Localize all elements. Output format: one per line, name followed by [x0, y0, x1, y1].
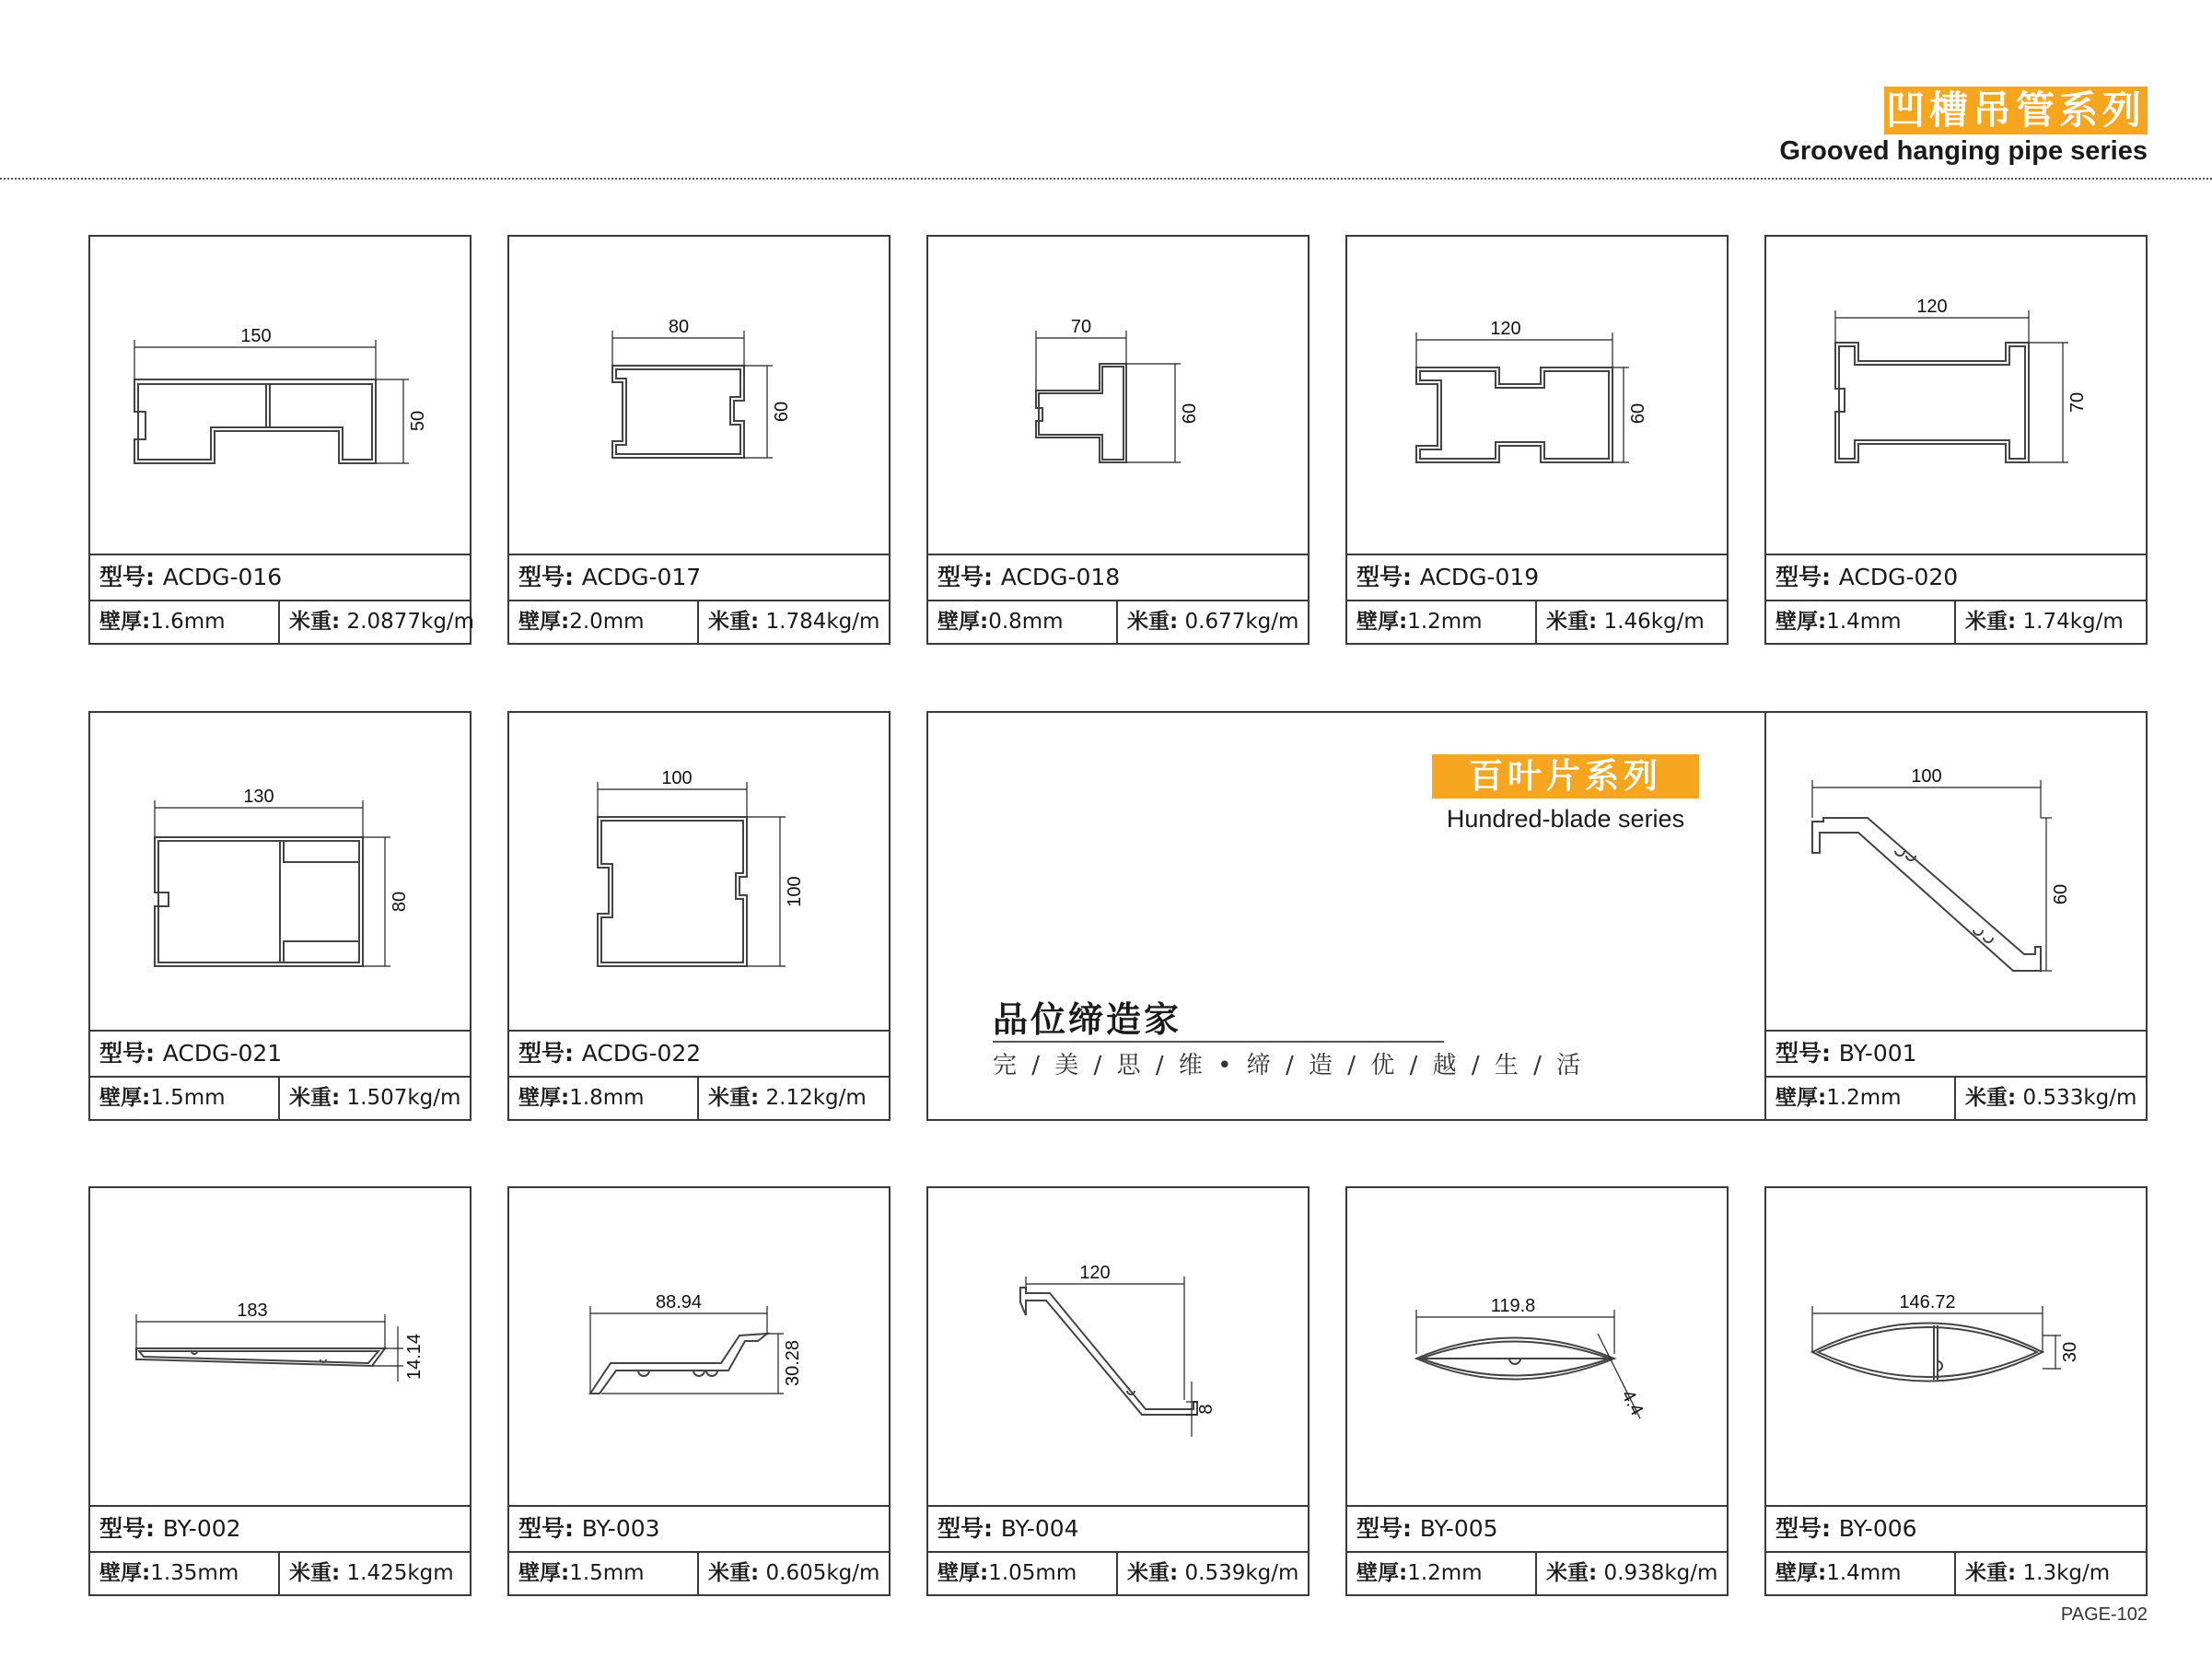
model-row: 型号: ACDG-020	[1766, 554, 2146, 600]
product-card	[88, 235, 475, 645]
header-divider	[0, 178, 2212, 180]
width-dimension: 70	[1070, 317, 1092, 337]
product-card	[88, 1186, 472, 1596]
model-row: 型号: ACDG-016	[90, 554, 470, 600]
series-title-badge: 凹槽吊管系列	[1885, 87, 2146, 133]
spec-row: 壁厚:1.6mm 米重: 2.0877kg/m	[90, 600, 470, 643]
profile-drawing	[928, 237, 1308, 554]
height-dimension: 70	[2067, 391, 2088, 414]
width-dimension: 150	[240, 326, 272, 346]
thickness-label: 壁厚	[518, 610, 561, 634]
thickness-label: 壁厚	[99, 610, 142, 634]
weight-value: 0.533kg/m	[2022, 1086, 2137, 1110]
profile-drawing	[90, 1188, 470, 1505]
width-dimension: 120	[1916, 297, 1948, 317]
promo-panel	[926, 711, 1774, 1121]
model-label: 型号	[99, 564, 146, 590]
model-value: ACDG-019	[1419, 564, 1540, 590]
model-label: 型号	[518, 1040, 565, 1067]
model-label: 型号	[518, 564, 565, 590]
spec-row: 壁厚:1.4mm 米重: 1.74kg/m	[1766, 600, 2146, 643]
weight-value: 1.46kg/m	[1603, 610, 1705, 634]
weight-label: 米重	[1965, 1561, 2008, 1585]
height-dimension: 50	[408, 410, 428, 432]
weight-value: 2.0877kg/m	[346, 610, 475, 634]
model-label: 型号	[99, 1040, 146, 1067]
profile-drawing	[1766, 237, 2146, 554]
width-dimension: 120	[1079, 1263, 1111, 1283]
profile-drawing	[1347, 237, 1727, 554]
weight-value: 2.12kg/m	[765, 1086, 867, 1110]
model-label: 型号	[1356, 1515, 1403, 1542]
height-dimension: 14.14	[404, 1333, 425, 1381]
weight-label: 米重	[1965, 1086, 2008, 1110]
model-label: 型号	[518, 1515, 565, 1542]
model-row: 型号: ACDG-021	[90, 1030, 470, 1076]
spec-row: 壁厚:1.2mm 米重: 0.533kg/m	[1766, 1076, 2146, 1119]
weight-label: 米重	[1965, 610, 2008, 634]
weight-value: 1.425kgm	[346, 1561, 454, 1585]
width-dimension: 146.72	[1899, 1292, 1956, 1312]
model-label: 型号	[1356, 564, 1403, 590]
thickness-label: 壁厚	[1356, 1561, 1399, 1585]
width-dimension: 100	[1911, 766, 1942, 787]
spec-row: 壁厚:1.4mm 米重: 1.3kg/m	[1766, 1551, 2146, 1594]
model-label: 型号	[937, 1515, 984, 1542]
model-value: BY-002	[162, 1515, 241, 1542]
height-dimension: 60	[2051, 883, 2071, 905]
width-dimension: 130	[243, 787, 274, 807]
profile-drawing	[90, 713, 470, 1030]
profile-drawing	[509, 237, 889, 554]
thickness-label: 壁厚	[99, 1086, 142, 1110]
profile-drawing	[509, 713, 889, 1030]
product-card	[507, 1186, 891, 1596]
thickness-value: 2.0mm	[569, 610, 645, 634]
weight-label: 米重	[289, 1086, 332, 1110]
height-dimension: 80	[390, 891, 410, 913]
product-card	[1764, 235, 2148, 645]
profile-drawing	[1347, 1188, 1727, 1505]
model-label: 型号	[1775, 564, 1822, 590]
width-dimension: 183	[237, 1301, 268, 1321]
weight-label: 米重	[1546, 610, 1589, 634]
width-dimension: 88.94	[655, 1292, 703, 1312]
slogan-title: 品位缔造家	[993, 999, 1182, 1040]
weight-label: 米重	[1127, 610, 1170, 634]
thickness-label: 壁厚	[1775, 1086, 1818, 1110]
model-value: ACDG-022	[581, 1040, 702, 1067]
product-card	[88, 711, 472, 1121]
louver-series-english: Hundred-blade series	[1446, 805, 1685, 833]
thickness-value: 1.8mm	[569, 1086, 645, 1110]
slogan-subtitle: 完 / 美 / 思 / 维 • 缔 / 造 / 优 / 越 / 生 / 活	[993, 1052, 1585, 1079]
model-value: BY-005	[1419, 1515, 1498, 1542]
thickness-value: 1.05mm	[988, 1561, 1077, 1585]
thickness-value: 1.4mm	[1826, 610, 1902, 634]
spec-row: 壁厚:1.5mm 米重: 1.507kg/m	[90, 1076, 470, 1119]
model-row: 型号: ACDG-017	[509, 554, 889, 600]
spec-row: 壁厚:0.8mm 米重: 0.677kg/m	[928, 600, 1308, 643]
spec-row: 壁厚:1.2mm 米重: 1.46kg/m	[1347, 600, 1727, 643]
thickness-label: 壁厚	[1775, 610, 1818, 634]
height-dimension: 100	[785, 876, 805, 907]
weight-label: 米重	[708, 610, 751, 634]
thickness-value: 1.35mm	[150, 1561, 239, 1585]
model-value: BY-006	[1838, 1515, 1917, 1542]
weight-label: 米重	[289, 1561, 332, 1585]
page-number: PAGE-102	[2060, 1604, 2148, 1625]
thickness-value: 1.2mm	[1826, 1086, 1902, 1110]
width-dimension: 100	[661, 768, 693, 788]
profile-drawing	[1766, 713, 2146, 1030]
louver-series-badge: 百叶片系列	[1432, 754, 1699, 799]
weight-value: 1.784kg/m	[765, 610, 880, 634]
thickness-label: 壁厚	[518, 1561, 561, 1585]
model-label: 型号	[1775, 1040, 1822, 1067]
height-dimension: 30.28	[783, 1339, 803, 1387]
model-value: BY-003	[581, 1515, 660, 1542]
thickness-value: 1.5mm	[569, 1561, 645, 1585]
product-card	[1345, 235, 1729, 645]
thickness-label: 壁厚	[937, 1561, 980, 1585]
thickness-label: 壁厚	[937, 610, 980, 634]
model-row: 型号: BY-004	[928, 1505, 1308, 1551]
profile-drawing	[90, 237, 470, 554]
model-label: 型号	[937, 564, 984, 590]
weight-label: 米重	[1546, 1561, 1589, 1585]
spec-row: 壁厚:2.0mm 米重: 1.784kg/m	[509, 600, 889, 643]
weight-label: 米重	[1127, 1561, 1170, 1585]
height-dimension: 60	[772, 401, 792, 423]
product-card	[926, 235, 1310, 645]
thickness-label: 壁厚	[1775, 1561, 1818, 1585]
weight-label: 米重	[708, 1086, 751, 1110]
spec-row: 壁厚:1.8mm 米重: 2.12kg/m	[509, 1076, 889, 1119]
profile-drawing	[928, 1188, 1308, 1505]
weight-label: 米重	[289, 610, 332, 634]
height-dimension: 60	[1180, 402, 1200, 425]
thickness-value: 0.8mm	[988, 610, 1064, 634]
thickness-dimension: 4.4	[1617, 1386, 1647, 1419]
thickness-value: 1.2mm	[1407, 610, 1483, 634]
weight-label: 米重	[708, 1561, 751, 1585]
spec-row: 壁厚:1.2mm 米重: 0.938kg/m	[1347, 1551, 1727, 1594]
weight-value: 0.539kg/m	[1184, 1561, 1299, 1585]
model-row: 型号: ACDG-022	[509, 1030, 889, 1076]
model-row: 型号: BY-005	[1347, 1505, 1727, 1551]
thickness-label: 壁厚	[1356, 610, 1399, 634]
height-dimension: 30	[2060, 1341, 2080, 1363]
profile-drawing	[1766, 1188, 2146, 1505]
spec-row: 壁厚:1.35mm 米重: 1.425kgm	[90, 1551, 470, 1594]
spec-row: 壁厚:1.5mm 米重: 0.605kg/m	[509, 1551, 889, 1594]
model-value: ACDG-016	[162, 564, 283, 590]
weight-value: 0.605kg/m	[765, 1561, 880, 1585]
model-label: 型号	[99, 1515, 146, 1542]
model-value: ACDG-017	[581, 564, 702, 590]
width-dimension: 119.8	[1490, 1296, 1536, 1316]
slogan-divider	[993, 1041, 1444, 1043]
model-row: 型号: BY-003	[509, 1505, 889, 1551]
thickness-value: 1.5mm	[150, 1086, 226, 1110]
thickness-label: 壁厚	[518, 1086, 561, 1110]
product-card	[1764, 711, 2148, 1121]
thickness-value: 1.2mm	[1407, 1561, 1483, 1585]
spec-row: 壁厚:1.05mm 米重: 0.539kg/m	[928, 1551, 1308, 1594]
weight-value: 1.74kg/m	[2022, 610, 2124, 634]
model-row: 型号: BY-002	[90, 1505, 470, 1551]
model-value: BY-001	[1838, 1040, 1917, 1067]
model-row: 型号: ACDG-019	[1347, 554, 1727, 600]
height-dimension: 60	[1628, 402, 1648, 425]
product-card	[507, 235, 891, 645]
model-row: 型号: BY-006	[1766, 1505, 2146, 1551]
model-value: ACDG-021	[162, 1040, 283, 1067]
weight-value: 1.507kg/m	[346, 1086, 461, 1110]
series-title-english: Grooved hanging pipe series	[1779, 136, 2148, 166]
product-card	[1345, 1186, 1729, 1596]
height-dimension: 8	[1196, 1404, 1217, 1415]
model-value: ACDG-020	[1838, 564, 1959, 590]
model-row: 型号: BY-001	[1766, 1030, 2146, 1076]
weight-value: 0.677kg/m	[1184, 610, 1299, 634]
weight-value: 0.938kg/m	[1603, 1561, 1718, 1585]
thickness-label: 壁厚	[99, 1561, 142, 1585]
thickness-value: 1.4mm	[1826, 1561, 1902, 1585]
product-card	[926, 1186, 1310, 1596]
width-dimension: 80	[668, 317, 690, 337]
product-card	[1764, 1186, 2148, 1596]
width-dimension: 120	[1490, 319, 1521, 339]
profile-drawing	[509, 1188, 889, 1505]
model-value: ACDG-018	[1000, 564, 1121, 590]
model-label: 型号	[1775, 1515, 1822, 1542]
model-value: BY-004	[1000, 1515, 1079, 1542]
weight-value: 1.3kg/m	[2022, 1561, 2111, 1585]
model-row: 型号: ACDG-018	[928, 554, 1308, 600]
thickness-value: 1.6mm	[150, 610, 226, 634]
product-card	[507, 711, 891, 1121]
